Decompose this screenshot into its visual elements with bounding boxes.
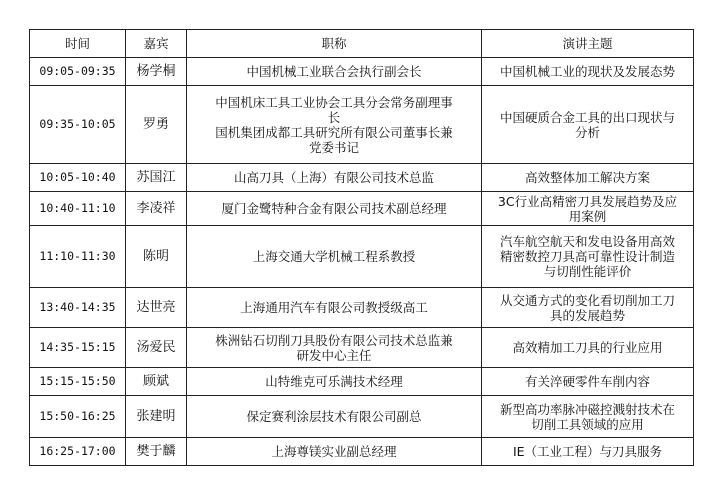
cell-topic bbox=[482, 58, 694, 86]
header-topic: 演讲主题 bbox=[482, 30, 694, 58]
cell-speaker: 达世亮 bbox=[126, 288, 187, 328]
cell-title bbox=[187, 438, 482, 466]
header-time: 时间 bbox=[30, 30, 126, 58]
topic-line: 中国机械工业的现状及发展态势 bbox=[499, 64, 675, 79]
table-row bbox=[30, 328, 694, 368]
title-line: 保定赛利涂层技术有限公司副总 bbox=[246, 409, 422, 424]
title-line: 党委书记 bbox=[308, 139, 359, 155]
cell-speaker: 陈明 bbox=[126, 226, 187, 288]
cell-title bbox=[187, 288, 482, 328]
cell-speaker: 张建明 bbox=[126, 396, 187, 438]
table-row bbox=[30, 226, 694, 288]
cell-speaker: 李凌祥 bbox=[126, 192, 187, 226]
title-line: 中国机械工业联合会执行副会长 bbox=[246, 64, 422, 79]
topic-line: 3C行业高精密刀具发展趋势及应 bbox=[497, 193, 678, 209]
cell-time: 10:05-10:40 bbox=[30, 164, 126, 192]
title-line: 长 bbox=[327, 109, 341, 125]
title-line: 上海通用汽车有限公司教授级高工 bbox=[240, 300, 428, 315]
title-line: 山高刀具（上海）有限公司技术总监 bbox=[233, 170, 434, 185]
table-row bbox=[30, 288, 694, 328]
cell-speaker: 樊于麟 bbox=[126, 438, 187, 466]
topic-line: IE（工业工程）与刀具服务 bbox=[512, 444, 663, 459]
topic-line: 精密数控刀具高可靠性设计制造 bbox=[499, 249, 675, 264]
cell-time: 15:15-15:50 bbox=[30, 368, 126, 396]
title-line: 山特维克可乐满技术经理 bbox=[265, 374, 403, 389]
title-line: 中国机床工具工业协会工具分会常务副理事 bbox=[215, 94, 453, 110]
title-line: 株洲钻石切削刀具股份有限公司技术总监兼 bbox=[215, 332, 453, 348]
cell-topic bbox=[482, 396, 694, 438]
cell-topic bbox=[482, 438, 694, 466]
topic-line: 汽车航空航天和发电设备用高效 bbox=[499, 234, 675, 249]
title-line: 厦门金鹭特种合金有限公司技术副总经理 bbox=[221, 201, 447, 216]
table-row bbox=[30, 192, 694, 226]
title-line: 上海尊镁实业副总经理 bbox=[271, 444, 397, 459]
topic-line: 用案例 bbox=[568, 208, 607, 224]
title-line: 研发中心主任 bbox=[296, 347, 372, 363]
cell-time: 11:10-11:30 bbox=[30, 226, 126, 288]
cell-speaker: 罗勇 bbox=[126, 86, 187, 164]
cell-topic bbox=[482, 86, 694, 164]
header-title: 职称 bbox=[187, 30, 482, 58]
topic-line: 具的发展趋势 bbox=[549, 307, 625, 323]
topic-line: 有关淬硬零件车削内容 bbox=[524, 374, 650, 389]
cell-topic bbox=[482, 192, 694, 226]
cell-title bbox=[187, 396, 482, 438]
topic-line: 切削工具领域的应用 bbox=[531, 416, 644, 432]
cell-time: 15:50-16:25 bbox=[30, 396, 126, 438]
topic-line: 分析 bbox=[574, 124, 600, 140]
cell-time: 16:25-17:00 bbox=[30, 438, 126, 466]
table-row bbox=[30, 86, 694, 164]
cell-topic bbox=[482, 328, 694, 368]
header-speaker: 嘉宾 bbox=[126, 30, 187, 58]
topic-line: 与切削性能评价 bbox=[543, 264, 632, 279]
cell-time: 09:05-09:35 bbox=[30, 58, 126, 86]
cell-speaker: 苏国江 bbox=[126, 164, 187, 192]
cell-time: 13:40-14:35 bbox=[30, 288, 126, 328]
table-row bbox=[30, 164, 694, 192]
header-row bbox=[30, 30, 694, 58]
cell-time: 10:40-11:10 bbox=[30, 192, 126, 226]
title-line: 国机集团成都工具研究所有限公司董事长兼 bbox=[215, 124, 453, 140]
topic-line: 高效整体加工解决方案 bbox=[524, 170, 650, 185]
topic-line: 高效精加工刀具的行业应用 bbox=[512, 340, 663, 355]
topic-line: 从交通方式的变化看切削加工刀 bbox=[499, 292, 675, 308]
cell-time: 09:35-10:05 bbox=[30, 86, 126, 164]
topic-line: 新型高功率脉冲磁控溅射技术在 bbox=[499, 401, 675, 417]
topic-line: 中国硬质合金工具的出口现状与 bbox=[499, 109, 675, 125]
cell-title bbox=[187, 192, 482, 226]
cell-title bbox=[187, 226, 482, 288]
table-row bbox=[30, 438, 694, 466]
cell-title bbox=[187, 58, 482, 86]
cell-speaker: 顾斌 bbox=[126, 368, 187, 396]
cell-speaker: 杨学桐 bbox=[126, 58, 187, 86]
cell-title bbox=[187, 164, 482, 192]
cell-speaker: 汤爱民 bbox=[126, 328, 187, 368]
cell-topic bbox=[482, 226, 694, 288]
cell-topic bbox=[482, 164, 694, 192]
cell-time: 14:35-15:15 bbox=[30, 328, 126, 368]
schedule-body bbox=[30, 58, 694, 466]
table-row bbox=[30, 368, 694, 396]
cell-title bbox=[187, 86, 482, 164]
schedule-table bbox=[29, 29, 694, 466]
cell-title bbox=[187, 328, 482, 368]
table-row bbox=[30, 58, 694, 86]
table-row bbox=[30, 396, 694, 438]
title-line: 上海交通大学机械工程系教授 bbox=[252, 249, 416, 264]
cell-topic bbox=[482, 288, 694, 328]
cell-title bbox=[187, 368, 482, 396]
cell-topic bbox=[482, 368, 694, 396]
